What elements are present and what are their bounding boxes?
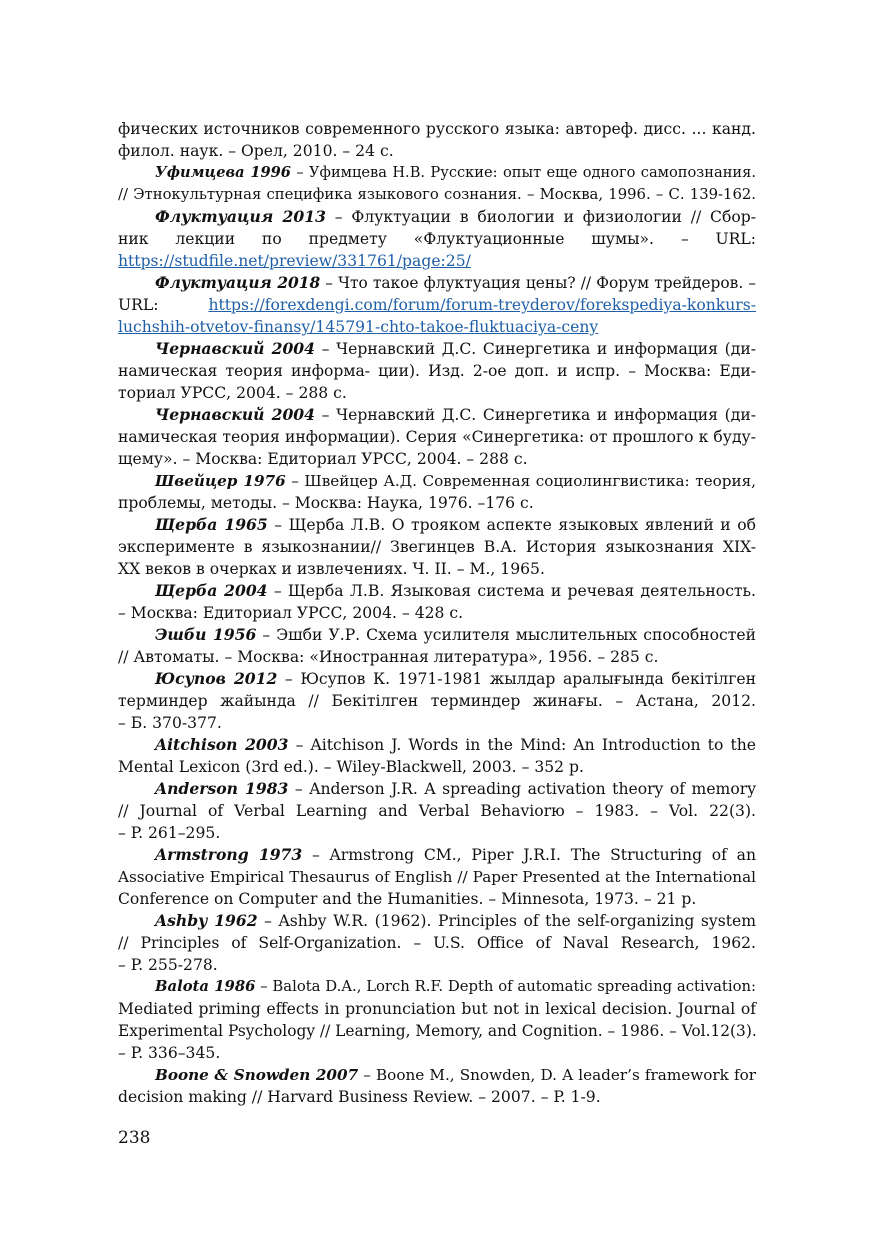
bibliography-line: [118, 316, 756, 338]
bibliography-line: [118, 228, 756, 250]
entry-text: Experimental Psychology // Learning, Memory, and Cognition. – 1986. – Vol.12(3).: [118, 1022, 757, 1040]
bibliography-line: [118, 954, 756, 976]
bibliography-line: [118, 690, 756, 712]
bibliography-line: [118, 118, 756, 140]
entry-text: Mediated priming effects in pronunciation but not in lexical decision. Journal of: [118, 1000, 756, 1018]
entry-author-year: Anderson 1983: [155, 779, 289, 798]
entry-text: decision making // Harvard Business Review. – 2007. – P. 1-9.: [118, 1088, 601, 1106]
bibliography-line: [118, 800, 756, 822]
entry-text: намическая теория информа- ции). Изд. 2-ое доп. и испр. – Москва: Еди-: [118, 362, 756, 380]
bibliography-line: [118, 294, 756, 316]
bibliography-entry-start-line: [118, 778, 756, 800]
bibliography-line: [118, 1042, 756, 1064]
entry-text: – Что такое флуктуация цены? // Форум трейдеров. –: [320, 274, 757, 292]
bibliography-entry-start-line: [118, 844, 756, 866]
entry-author-year: Швейцер 1976: [155, 472, 286, 490]
bibliography-page: [118, 118, 756, 1108]
bibliography-entry-start-line: [118, 976, 756, 998]
page-number: 238: [118, 1128, 151, 1148]
entry-text: // Автоматы. – Москва: «Иностранная литература», 1956. – 285 с.: [118, 648, 659, 666]
entry-text: щему». – Москва: Едиториал УРСС, 2004. – 288 с.: [118, 450, 528, 468]
reference-link[interactable]: https://forexdengi.com/forum/forum-treyderov/forekspediya-konkurs-: [208, 296, 756, 314]
entry-author-year: Уфимцева 1996: [155, 164, 291, 181]
entry-author-year: Флуктуация 2018: [155, 274, 321, 292]
entry-text: Mental Lexicon (3rd ed.). – Wiley-Blackwell, 2003. – 352 p.: [118, 758, 584, 776]
bibliography-line: [118, 712, 756, 734]
entry-author-year: Чернавский 2004: [155, 339, 316, 358]
bibliography-line: [118, 1020, 756, 1042]
entry-text: – Флуктуации в биологии и физиологии // Сбор-: [325, 208, 756, 226]
bibliography-entry-start-line: [118, 734, 756, 756]
bibliography-entry-start-line: [118, 338, 756, 360]
entry-text: – Швейцер А.Д. Современная социолингвистика: теория,: [285, 472, 756, 490]
entry-text: – P. 261–295.: [118, 824, 221, 842]
entry-text: терминдер жайында // Бекітілген терминдер жинағы. – Астана, 2012.: [118, 692, 756, 710]
entry-text: ник лекции по предмету «Флуктуационные шумы». – URL:: [118, 230, 756, 248]
entry-text: – Boone M., Snowden, D. A leader’s framework for: [358, 1066, 756, 1084]
bibliography-line: [118, 382, 756, 404]
entry-text: – Aitchison J. Words in the Mind: An Introduction to the: [288, 736, 756, 754]
entry-text: – Balota D.A., Lorch R.F. Depth of automatic spreading activation:: [255, 978, 756, 995]
bibliography-line: [118, 1086, 756, 1108]
entry-text: – Эшби У.Р. Схема усилителя мыслительных способностей: [256, 626, 757, 644]
entry-author-year: Ashby 1962: [155, 911, 258, 930]
entry-author-year: Чернавский 2004: [155, 405, 316, 424]
entry-text: // Journal of Verbal Learning and Verbal Behaviorю – 1983. – Vol. 22(3).: [118, 802, 756, 820]
entry-text: фических источников современного русского языка: автореф. дисс. ... канд.: [118, 120, 756, 138]
bibliography-line: [118, 866, 756, 888]
bibliography-line: [118, 888, 756, 910]
entry-text: – Щерба Л.В. О трояком аспекте языковых явлений и об: [267, 516, 756, 534]
bibliography-line: [118, 536, 756, 558]
bibliography-line: [118, 646, 756, 668]
bibliography-line: [118, 426, 756, 448]
entry-text: – Юсупов К. 1971-1981 жылдар аралығында бекітілген: [277, 670, 756, 688]
bibliography-entry-start-line: [118, 404, 756, 426]
bibliography-line: [118, 822, 756, 844]
entry-text: Associative Empirical Thesaurus of English // Paper Presented at the International: [118, 868, 756, 886]
bibliography-line: [118, 250, 756, 272]
bibliography-line: [118, 998, 756, 1020]
entry-text: // Principles of Self-Organization. – U.S. Office of Naval Research, 1962.: [118, 934, 756, 952]
entry-text: эксперименте в языкознании// Звегинцев В.А. История языкознания XIX-: [118, 538, 756, 556]
entry-text: – Armstrong CM., Piper J.R.I. The Structuring of an: [302, 846, 756, 864]
entry-author-year: Щерба 1965: [155, 515, 268, 534]
entry-author-year: Эшби 1956: [155, 625, 257, 644]
bibliography-entry-start-line: [118, 162, 756, 184]
reference-link[interactable]: luchshih-otvetov-finansy/145791-chto-takoe-fluktuaciya-ceny: [118, 318, 599, 336]
bibliography-entry-start-line: [118, 1064, 756, 1086]
bibliography-line: [118, 360, 756, 382]
entry-text: – P. 255-278.: [118, 956, 218, 974]
entry-text: XX веков в очерках и извлечениях. Ч. II. – М., 1965.: [118, 560, 545, 578]
bibliography-entry-start-line: [118, 910, 756, 932]
entry-text: ториал УРСС, 2004. – 288 с.: [118, 384, 347, 402]
bibliography-line: [118, 558, 756, 580]
entry-author-year: Boone & Snowden 2007: [155, 1066, 359, 1084]
entry-author-year: Balota 1986: [155, 978, 256, 995]
entry-author-year: Щерба 2004: [155, 581, 268, 600]
entry-author-year: Armstrong 1973: [155, 845, 303, 864]
bibliography-entry-start-line: [118, 206, 756, 228]
entry-text: проблемы, методы. – Москва: Наука, 1976. –176 с.: [118, 494, 534, 512]
entry-text: – Щерба Л.В. Языковая система и речевая деятельность.: [267, 582, 756, 600]
bibliography-line: [118, 448, 756, 470]
bibliography-line: [118, 492, 756, 514]
bibliography-entry-start-line: [118, 470, 756, 492]
entry-text: – Чернавский Д.С. Синергетика и информация (ди-: [315, 406, 756, 424]
bibliography-line: [118, 184, 756, 206]
bibliography-entry-start-line: [118, 272, 756, 294]
entry-text: – Уфимцева Н.В. Русские: опыт еще одного самопознания.: [290, 164, 756, 181]
bibliography-line: [118, 140, 756, 162]
entry-text: Conference on Computer and the Humanities. – Minnesota, 1973. – 21 p.: [118, 890, 697, 908]
entry-text: филол. наук. – Орел, 2010. – 24 с.: [118, 142, 394, 160]
entry-text: – Чернавский Д.С. Синергетика и информация (ди-: [315, 340, 756, 358]
entry-text: URL:: [118, 296, 209, 314]
entry-text: намическая теория информации). Серия «Синергетика: от прошлого к буду-: [118, 428, 756, 446]
bibliography-line: [118, 932, 756, 954]
entry-author-year: Aitchison 2003: [155, 735, 289, 754]
entry-text: – Б. 370-377.: [118, 714, 222, 732]
entry-author-year: Флуктуация 2013: [155, 207, 326, 226]
bibliography-entry-start-line: [118, 668, 756, 690]
bibliography-line: [118, 602, 756, 624]
entry-author-year: Юсупов 2012: [155, 669, 278, 688]
reference-link[interactable]: https://studfile.net/preview/331761/page:25/: [118, 252, 471, 270]
bibliography-entry-start-line: [118, 514, 756, 536]
entry-text: – P. 336–345.: [118, 1044, 221, 1062]
entry-text: – Anderson J.R. A spreading activation theory of memory: [288, 780, 757, 798]
entry-text: – Ashby W.R. (1962). Principles of the self-organizing system: [257, 912, 756, 930]
entry-text: // Этнокультурная специфика языкового сознания. – Москва, 1996. – С. 139-162.: [118, 186, 756, 203]
bibliography-entry-start-line: [118, 580, 756, 602]
bibliography-entry-start-line: [118, 624, 756, 646]
entry-text: – Москва: Едиториал УРСС, 2004. – 428 с.: [118, 604, 464, 622]
bibliography-line: [118, 756, 756, 778]
